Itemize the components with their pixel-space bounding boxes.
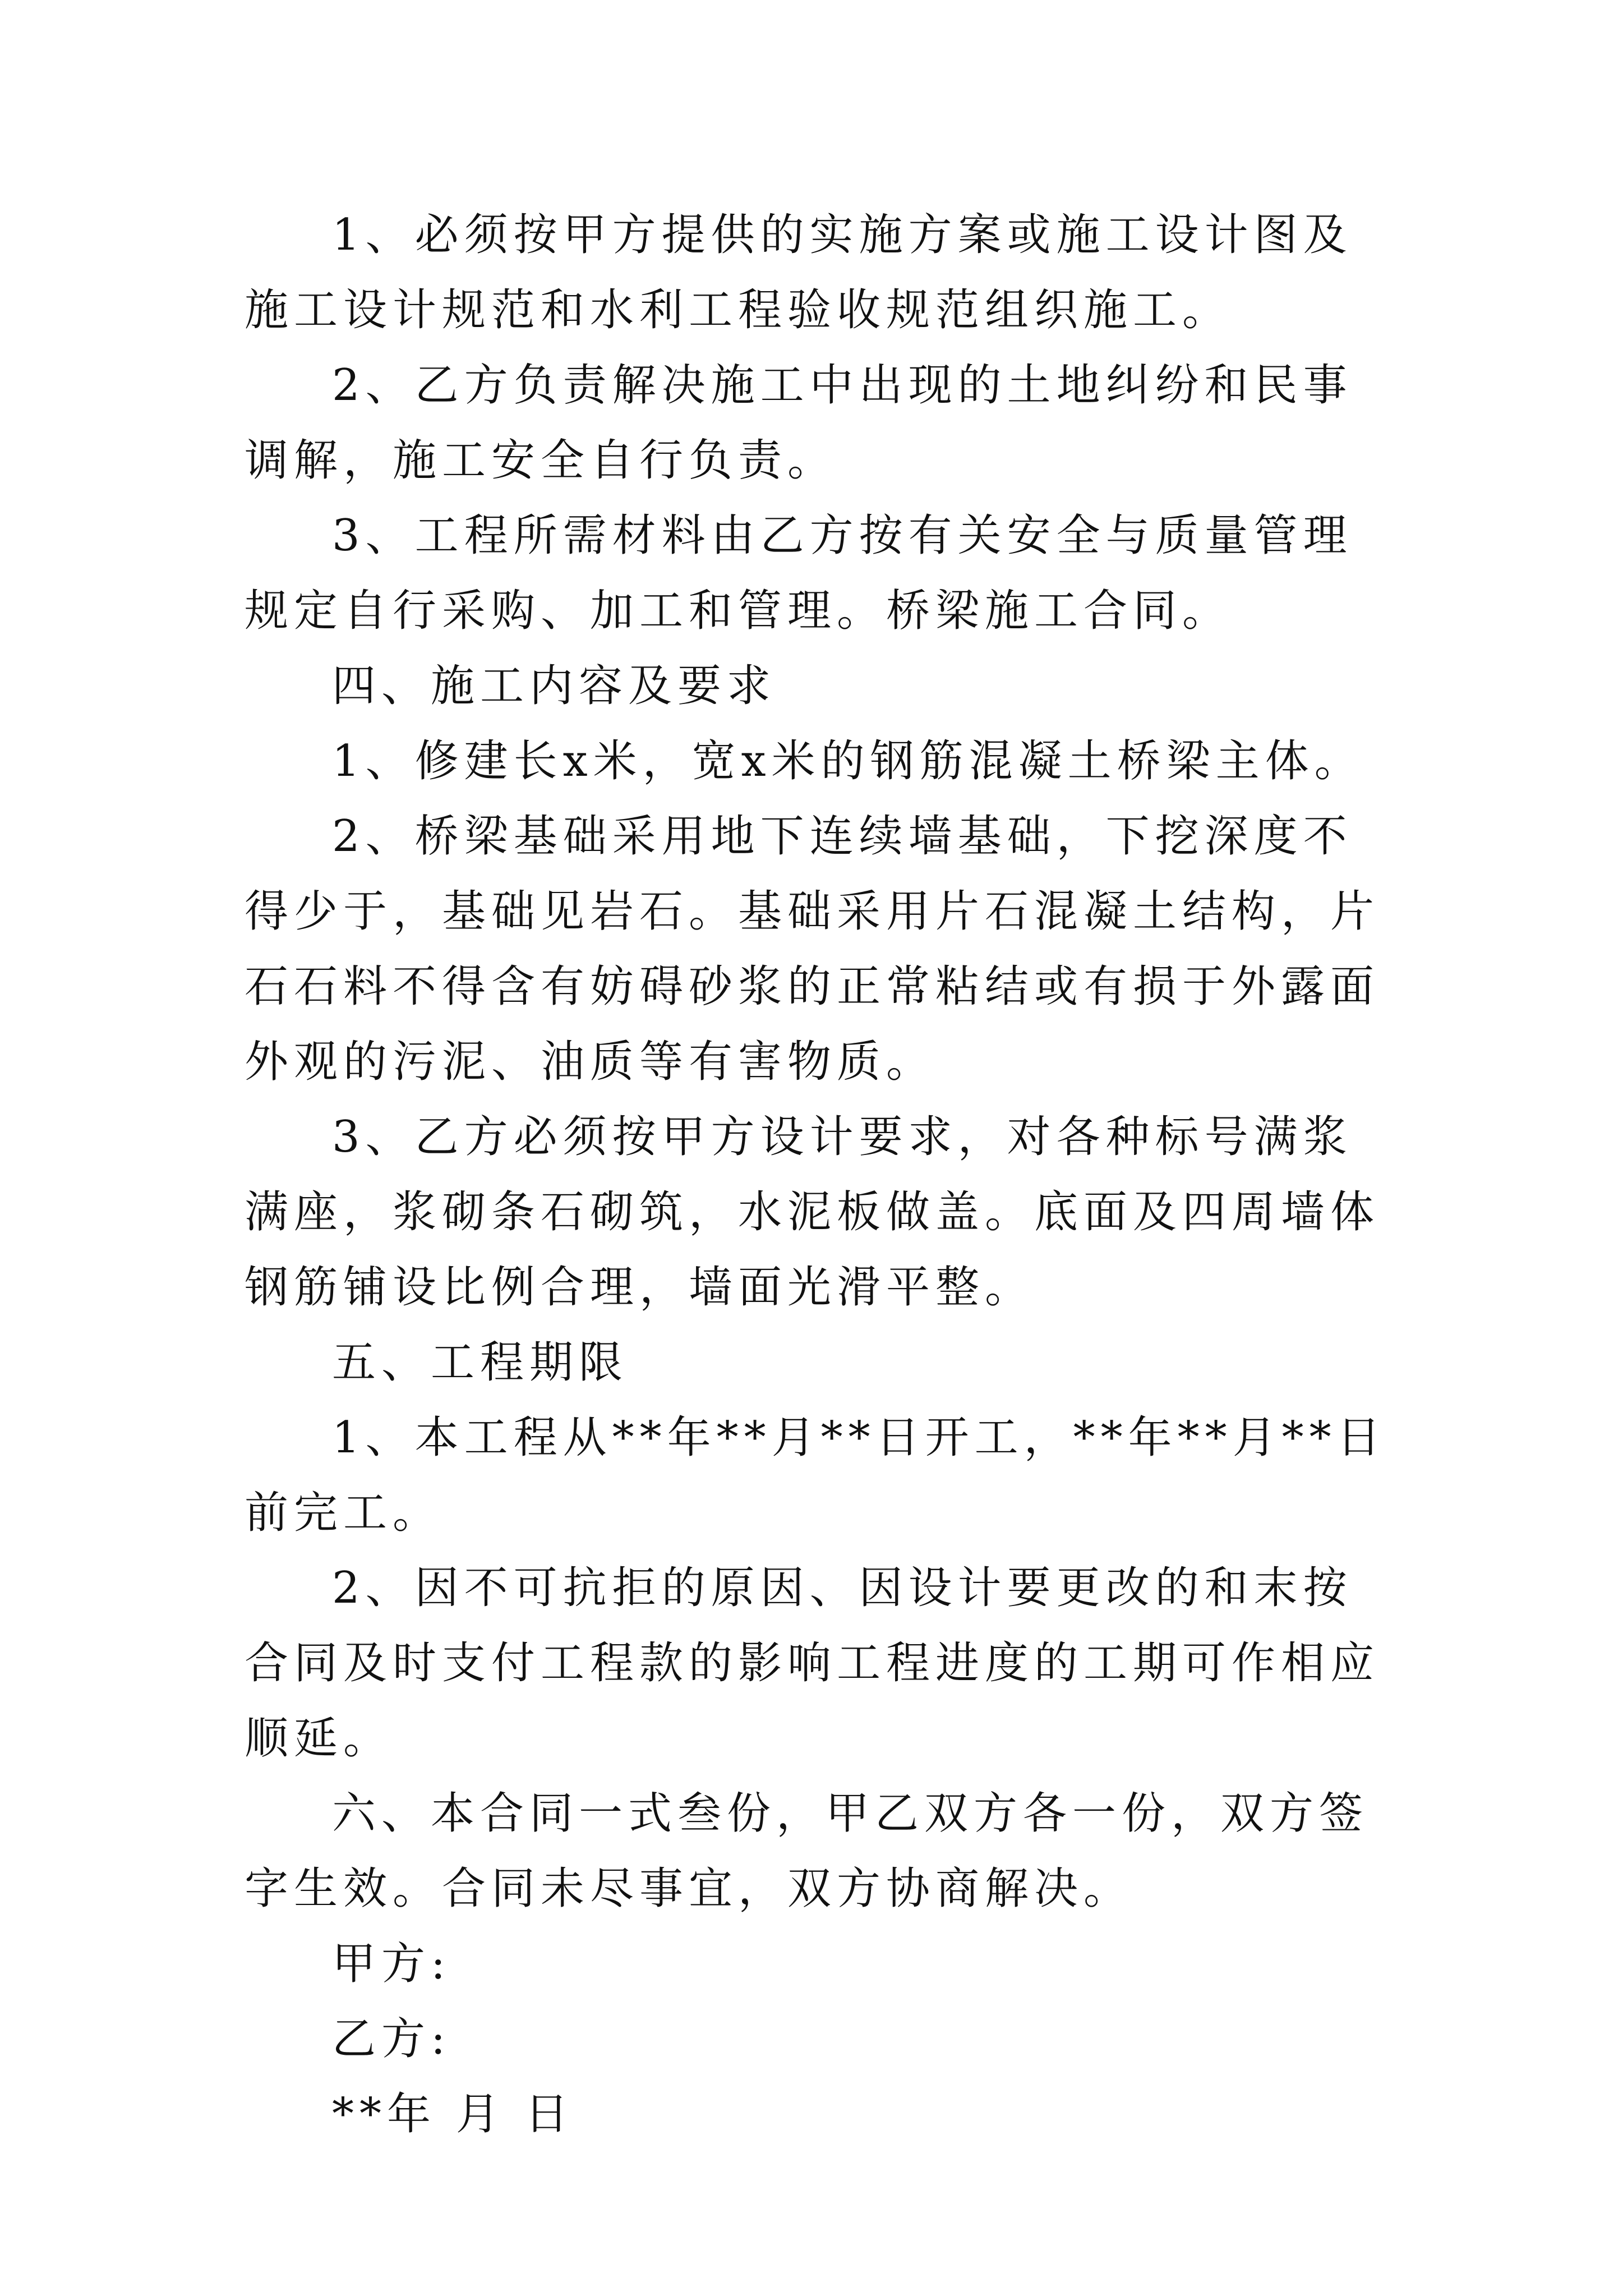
paragraph-period-1: 1、本工程从**年**月**日开工，**年**月**日前完工。 <box>245 1412 1386 1538</box>
paragraph-period-2: 2、因不可抗拒的原因、因设计要更改的和末按合同及时支付工程款的影响工程进度的工期可作相应顺延。 <box>245 1563 1380 1764</box>
section-heading-construction-content: 四、施工内容及要求 <box>332 661 777 711</box>
section-heading-project-period: 五、工程期限 <box>332 1337 629 1388</box>
signature-party-a: 甲方: <box>332 1939 451 1989</box>
paragraph-content-1: 1、修建长x米，宽x米的钢筋混凝土桥梁主体。 <box>332 736 1364 786</box>
paragraph-content-2: 2、桥梁基础采用地下连续墙基础，下挖深度不得少于，基础见岩石。基础采用片石混凝土结构，片石石料不得含有妨碍砂浆的正常粘结或有损于外露面外观的污泥、油质等有害物质。 <box>245 811 1380 1087</box>
paragraph-clause-1: 1、必须按甲方提供的实施方案或施工设计图及施工设计规范和水利工程验收规范组织施工。 <box>245 210 1353 335</box>
paragraph-copies: 六、本合同一式叁份，甲乙双方各一份，双方签字生效。合同未尽事宜，双方协商解决。 <box>245 1788 1369 1914</box>
paragraph-clause-3: 3、工程所需材料由乙方按有关安全与质量管理规定自行采购、加工和管理。桥梁施工合同。 <box>245 510 1353 636</box>
document-body <box>245 197 1401 2152</box>
paragraph-clause-2: 2、乙方负责解决施工中出现的土地纠纷和民事调解，施工安全自行负责。 <box>245 360 1353 486</box>
signature-date: **年 月 日 <box>332 2089 574 2139</box>
signature-party-b: 乙方: <box>332 2014 451 2064</box>
paragraph-content-3: 3、乙方必须按甲方设计要求，对各种标号满浆满座，浆砌条石砌筑，水泥板做盖。底面及四周墙体钢筋铺设比例合理，墙面光滑平整。 <box>245 1112 1380 1313</box>
